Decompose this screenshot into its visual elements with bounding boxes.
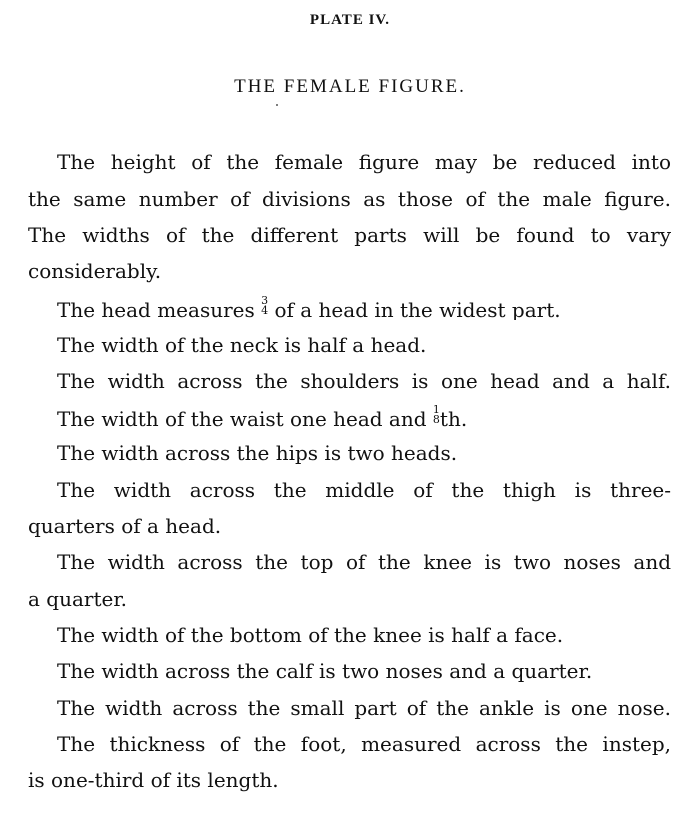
page-title: THE FEMALE FIGURE. [234, 76, 466, 97]
paragraph-line-head-measure [57, 296, 561, 320]
paragraph-line-waist [57, 405, 467, 429]
fraction-three-quarters [261, 296, 268, 316]
paragraph-line: The width across the small part of the ankle is one nose. [57, 696, 671, 720]
paragraph-line: The width across the middle of the thigh is three- [57, 478, 671, 502]
paragraph-line: The width across the top of the knee is two noses and [57, 550, 671, 574]
text-segment: The head measures [57, 298, 255, 320]
fraction-denominator: 4 [261, 304, 269, 317]
text-segment: th. [439, 407, 468, 429]
paragraph-line: considerably. [28, 259, 162, 283]
print-speck [276, 104, 278, 106]
fraction-denominator: 8 [432, 413, 440, 426]
paragraph-line: a quarter. [28, 587, 128, 611]
paragraph-line: The width of the neck is half a head. [57, 333, 427, 357]
paragraph-line: The width of the bottom of the knee is half a face. [57, 623, 564, 647]
paragraph-line: The width across the calf is two noses and a quarter. [57, 659, 593, 683]
paragraph-line: the same number of divisions as those of the male figure. [28, 187, 671, 211]
paragraph-line: is one-third of its length. [28, 768, 279, 792]
fraction-numerator: 1 [432, 405, 440, 416]
text-segment: The width of the waist one head and [57, 407, 427, 429]
paragraph-line: The widths of the different parts will be found to vary [28, 223, 671, 247]
paragraph-line: The width across the hips is two heads. [57, 441, 458, 465]
plate-label: PLATE IV. [309, 12, 391, 28]
fraction-one-eighth [433, 405, 440, 425]
fraction-numerator: 3 [261, 296, 269, 307]
text-segment: of a head in the widest part. [274, 298, 561, 320]
paragraph-line: The thickness of the foot, measured across the instep, [57, 732, 671, 756]
paragraph-line: quarters of a head. [28, 514, 222, 538]
paragraph-line: The width across the shoulders is one head and a half. [57, 369, 671, 393]
paragraph-line: The height of the female figure may be reduced into [57, 150, 671, 174]
